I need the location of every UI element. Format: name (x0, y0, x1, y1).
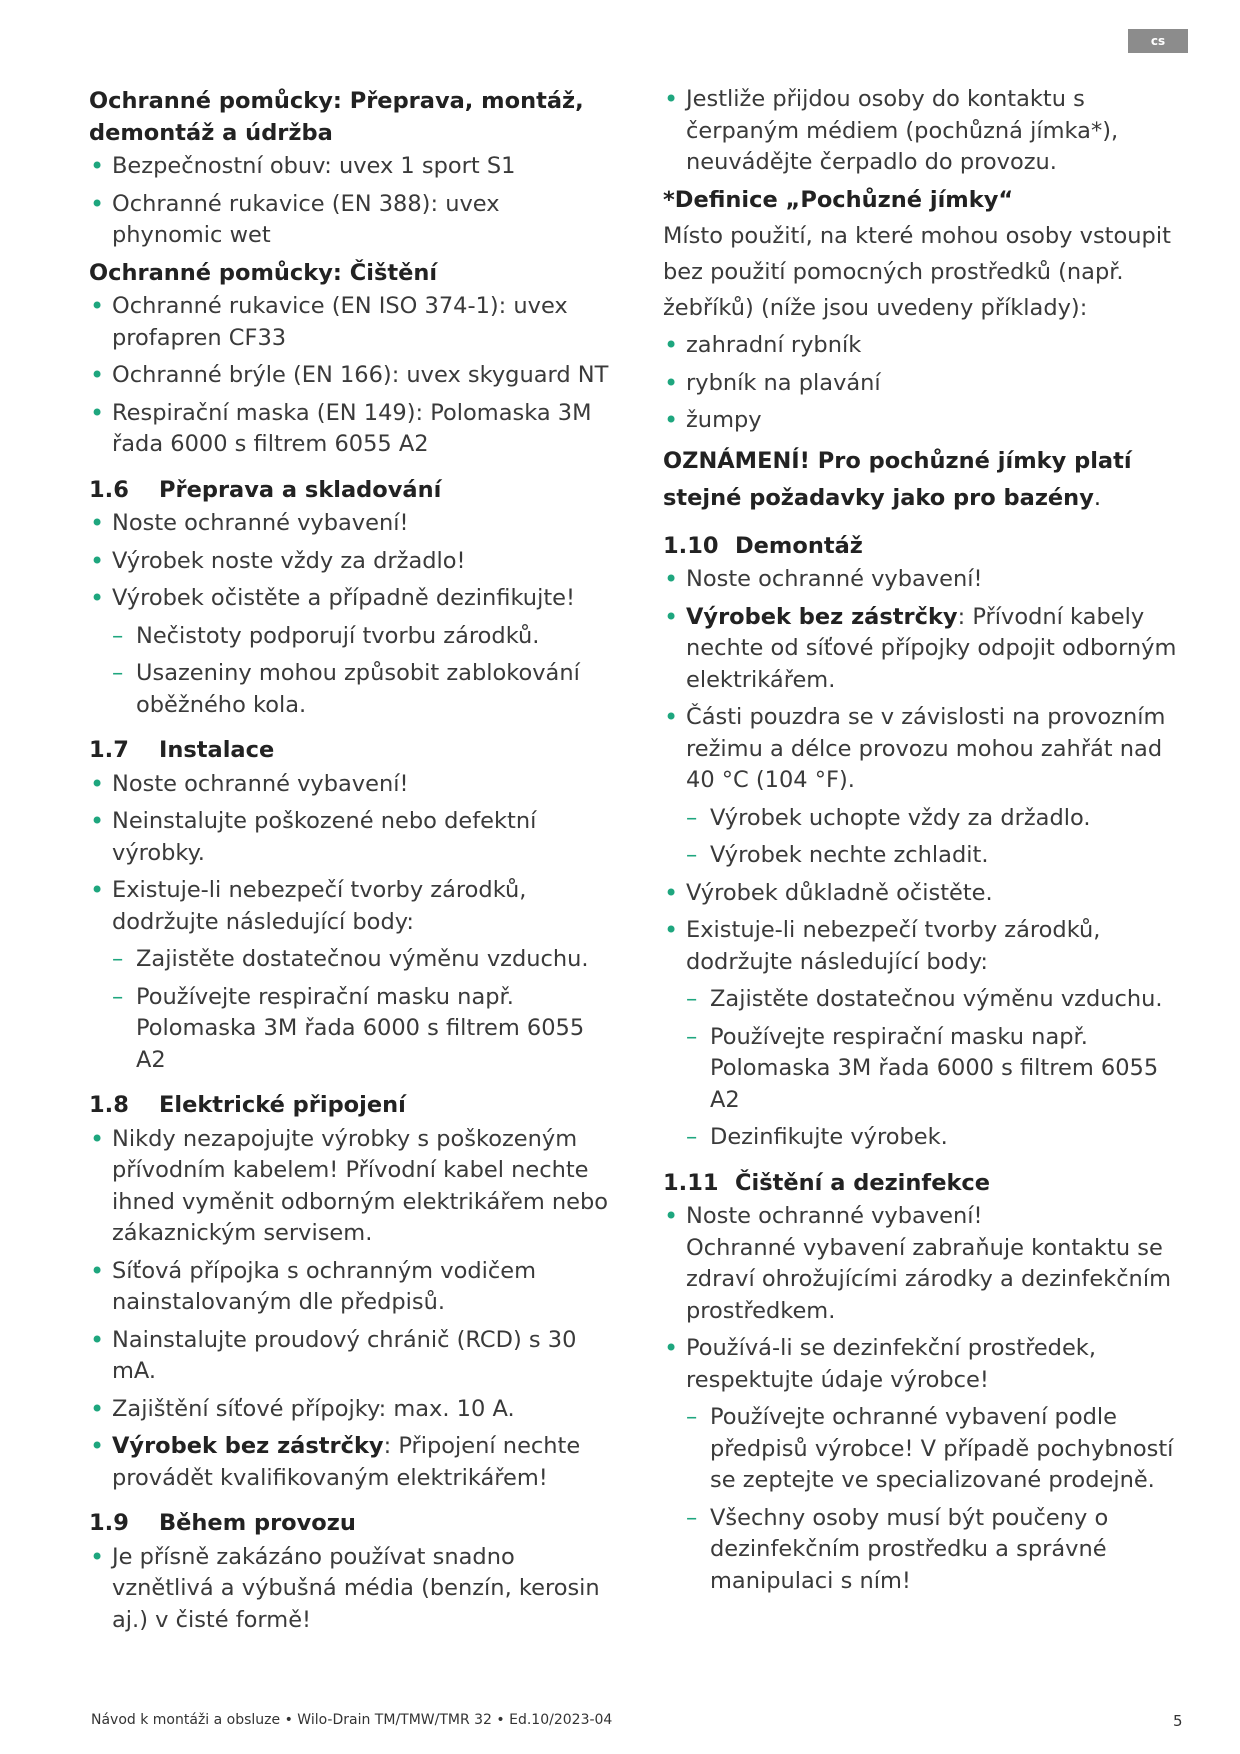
section-title: Během provozu (159, 1510, 356, 1536)
list-item: • Existuje-li nebezpečí tvorby zárodků, dodržujte následující body: (89, 875, 609, 938)
section-1-10-list (663, 564, 1193, 1154)
section-1-6-heading (89, 475, 609, 507)
list-item: • zahradní rybník (663, 330, 1193, 362)
list-item (663, 602, 1193, 697)
list-item: • Ochranné rukavice (EN 388): uvex phynomic wet (89, 189, 609, 252)
list-item: • Jestliže přijdou osoby do kontaktu s čerpaným médiem (pochůzná jímka*), neuvádějte čerpadlo do provozu. (663, 84, 1193, 179)
list-item: • rybník na plavání (663, 368, 1193, 400)
section-title: Elektrické připojení (159, 1092, 406, 1118)
section-title: Čištění a dezinfekce (735, 1169, 991, 1196)
section-1-8-heading (89, 1090, 609, 1122)
sub-list-item: – Zajistěte dostatečnou výměnu vzduchu. (663, 984, 1193, 1016)
section-1-8-list (89, 1124, 609, 1495)
list-item: • Je přísně zakázáno používat snadno vznětlivá a výbušná média (benzín, kerosin aj.) v čisté formě! (89, 1542, 609, 1637)
list-item: • Síťová přípojka s ochranným vodičem nainstalovaným dle předpisů. (89, 1256, 609, 1319)
sub-list-item: – Výrobek nechte zchladit. (663, 840, 1193, 872)
definition-list (663, 330, 1193, 437)
sub-list-item: – Používejte respirační masku např. Polomaska 3M řada 6000 s filtrem 6055 A2 (663, 1022, 1193, 1117)
notice (663, 443, 1193, 517)
section-number: 1.7 (89, 737, 129, 763)
section-1-6-list (89, 508, 609, 721)
sub-list-item: – Zajistěte dostatečnou výměnu vzduchu. (89, 944, 609, 976)
language-tab: cs (1128, 29, 1188, 53)
sub-list-item: – Používejte ochranné vybavení podle předpisů výrobce! V případě pochybností se zeptejte ve specializované prodejně. (663, 1402, 1193, 1497)
sub-list-item: – Výrobek uchopte vždy za držadlo. (663, 803, 1193, 835)
section-number: 1.8 (89, 1092, 129, 1118)
footer: Návod k montáži a obsluze • Wilo-Drain TM/TMW/TMR 32 • Ed.10/2023-04 (91, 1712, 613, 1728)
section-1-11-heading (663, 1168, 1193, 1200)
section-1-7-list (89, 769, 609, 1077)
section-1-10-heading (663, 531, 1193, 563)
list-item: • Části pouzdra se v závislosti na provozním režimu a délce provozu mohou zahřát nad 40 °C (104 °F). (663, 702, 1193, 797)
list-item: • Nikdy nezapojujte výrobky s poškozeným přívodním kabelem! Přívodní kabel nechte ihned vyměnit odborným elektrikářem nebo zákaznickým servisem. (89, 1124, 609, 1250)
section-number: 1.9 (89, 1510, 129, 1536)
list-item: • Ochranné brýle (EN 166): uvex skyguard NT (89, 360, 609, 392)
list-item: • Zajištění síťové přípojky: max. 10 A. (89, 1394, 609, 1426)
section-title: Demontáž (735, 532, 863, 559)
left-column (89, 82, 609, 1642)
section-number: 1.10 (663, 532, 719, 559)
list-item: • Bezpečnostní obuv: uvex 1 sport S1 (89, 151, 609, 183)
list-item: • Noste ochranné vybavení! (89, 769, 609, 801)
definition-title: *Definice „Pochůzné jímky“ (663, 186, 1014, 213)
text: : Připojení nechte provádět kvalifikovaným elektrikářem! (112, 1433, 581, 1491)
section-title: Instalace (159, 737, 275, 763)
list-item: • Používá-li se dezinfekční prostředek, respektujte údaje výrobce! (663, 1333, 1193, 1396)
section-1-9-list (89, 1542, 609, 1637)
list-item: • Ochranné rukavice (EN ISO 374-1): uvex profapren CF33 (89, 291, 609, 354)
section-number: 1.11 (663, 1169, 719, 1196)
sub-list-item: – Všechny osoby musí být poučeny o dezinfekčním prostředku a správné manipulaci s ním! (663, 1503, 1193, 1598)
definition-text: Místo použití, na které mohou osoby vstoupit bez použití pomocných prostředků (např. žebříků) (níže jsou uvedeny příklady): (663, 223, 1171, 321)
sub-list-item: – Usazeniny mohou způsobit zablokování oběžného kola. (89, 658, 609, 721)
right-column (663, 82, 1193, 1603)
section-1-9-heading (89, 1508, 609, 1540)
ppe-transport-list (89, 151, 609, 252)
section-number: 1.6 (89, 476, 129, 503)
list-item: • Existuje-li nebezpečí tvorby zárodků, dodržujte následující body: (663, 915, 1193, 978)
list-item (663, 1201, 1193, 1327)
sub-list-item: – Používejte respirační masku např. Polomaska 3M řada 6000 s filtrem 6055 A2 (89, 982, 609, 1077)
section-title: Přeprava a skladování (159, 476, 442, 503)
text-continued: Ochranné vybavení zabraňuje kontaktu se zdraví ohrožujícími zárodky a dezinfekčním prostředkem. (686, 1234, 1171, 1324)
list-item: • žumpy (663, 405, 1193, 437)
list-item (89, 1431, 609, 1494)
ppe-cleaning-list (89, 291, 609, 461)
text: Noste ochranné vybavení! (686, 1203, 983, 1229)
sub-list-item: – Dezinfikujte výrobek. (663, 1122, 1193, 1154)
list-item: • Výrobek očistěte a případně dezinfikujte! (89, 583, 609, 615)
list-item: • Noste ochranné vybavení! (89, 508, 609, 540)
emphasis: Výrobek bez zástrčky (112, 1433, 384, 1459)
list-item: • Noste ochranné vybavení! (663, 564, 1193, 596)
list-item: • Nainstalujte proudový chránič (RCD) s 30 mA. (89, 1325, 609, 1388)
notice-end: . (1093, 484, 1102, 511)
list-item: • Výrobek noste vždy za držadlo! (89, 546, 609, 578)
section-1-11-list (663, 1201, 1193, 1597)
list-item: • Respirační maska (EN 149): Polomaska 3M řada 6000 s filtrem 6055 A2 (89, 398, 609, 461)
ppe-cleaning-title: Ochranné pomůcky: Čištění (89, 259, 438, 286)
list-item: • Neinstalujte poškozené nebo defektní výrobky. (89, 806, 609, 869)
section-1-7-heading (89, 735, 609, 767)
ppe-transport-title: Ochranné pomůcky: Přeprava, montáž, demontáž a údržba (89, 88, 584, 146)
emphasis: Výrobek bez zástrčky (686, 603, 958, 630)
notice-text: OZNÁMENÍ! Pro pochůzné jímky platí stejné požadavky jako pro bazény (663, 447, 1132, 511)
page-number: 5 (1173, 1712, 1183, 1730)
operation-continued-list (663, 84, 1193, 179)
sub-list-item: – Nečistoty podporují tvorbu zárodků. (89, 621, 609, 653)
list-item: • Výrobek důkladně očistěte. (663, 878, 1193, 910)
text: : Přívodní kabely nechte od síťové přípojky odpojit odborným elektrikářem. (686, 603, 1177, 693)
